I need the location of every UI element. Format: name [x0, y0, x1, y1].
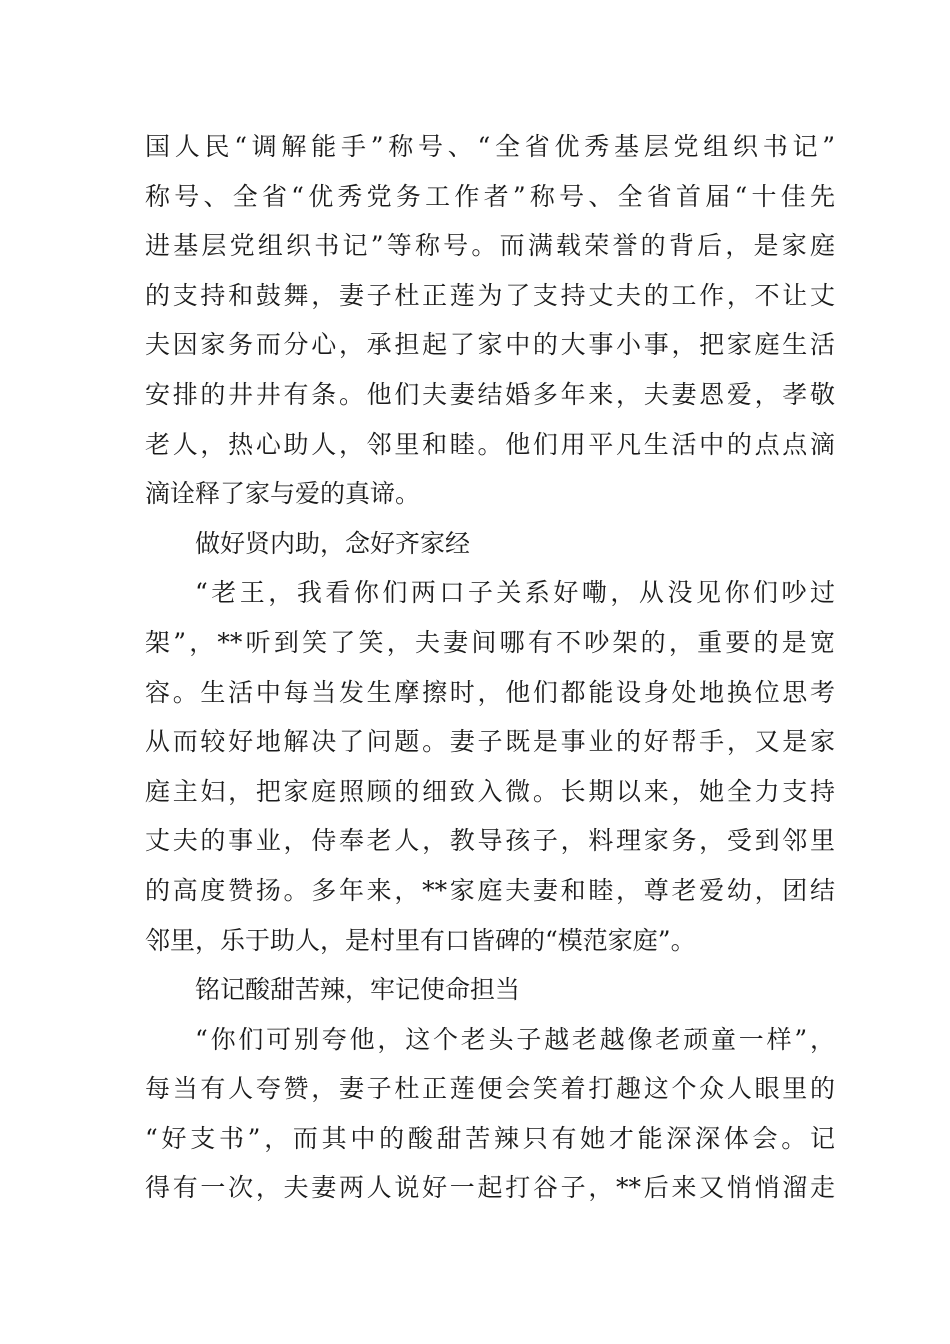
section-heading: 铭记酸甜苦辣，牢记使命担当: [195, 975, 521, 1005]
text-line: 邻里，乐于助人，是村里有口皆碑的“模范家庭”。: [145, 925, 696, 955]
text-line: 从而较好地解决了问题。妻子既是事业的好帮手，又是家: [145, 727, 835, 757]
text-line: 庭主妇，把家庭照顾的细致入微。长期以来，她全力支持: [145, 776, 835, 806]
text-line: 称号、全省“优秀党务工作者”称号、全省首届“十佳先: [145, 181, 835, 211]
text-line: 的支持和鼓舞，妻子杜正莲为了支持丈夫的工作，不让丈: [145, 280, 835, 310]
section-heading: 做好贤内助，念好齐家经: [195, 528, 471, 558]
text-line: 老人，热心助人，邻里和睦。他们用平凡生活中的点点滴: [145, 429, 835, 459]
text-line: 安排的井井有条。他们夫妻结婚多年来，夫妻恩爱，孝敬: [145, 379, 835, 409]
text-line: 得有一次，夫妻两人说好一起打谷子，**后来又悄悄溜走: [145, 1173, 835, 1203]
text-line: 夫因家务而分心，承担起了家中的大事小事，把家庭生活: [145, 330, 835, 360]
text-line: “你们可别夸他，这个老头子越老越像老顽童一样”，: [195, 1024, 835, 1054]
text-line: 架”，**听到笑了笑，夫妻间哪有不吵架的，重要的是宽: [145, 627, 835, 657]
text-line: 每当有人夸赞，妻子杜正莲便会笑着打趣这个众人眼里的: [145, 1074, 835, 1104]
text-line: 国人民“调解能手”称号、“全省优秀基层党组织书记”: [145, 132, 835, 161]
document-page: [145, 122, 835, 1213]
text-line: 滴诠释了家与爱的真谛。: [145, 479, 421, 509]
text-line: 的高度赞扬。多年来，**家庭夫妻和睦，尊老爱幼，团结: [145, 875, 835, 905]
text-line: “好支书”，而其中的酸甜苦辣只有她才能深深体会。记: [145, 1123, 835, 1153]
text-line: “老王，我看你们两口子关系好嘞，从没见你们吵过: [195, 578, 835, 608]
text-line: 容。生活中每当发生摩擦时，他们都能设身处地换位思考: [145, 677, 835, 707]
text-line: 进基层党组织书记”等称号。而满载荣誉的背后，是家庭: [145, 231, 835, 261]
text-line: 丈夫的事业，侍奉老人，教导孩子，料理家务，受到邻里: [145, 826, 835, 856]
